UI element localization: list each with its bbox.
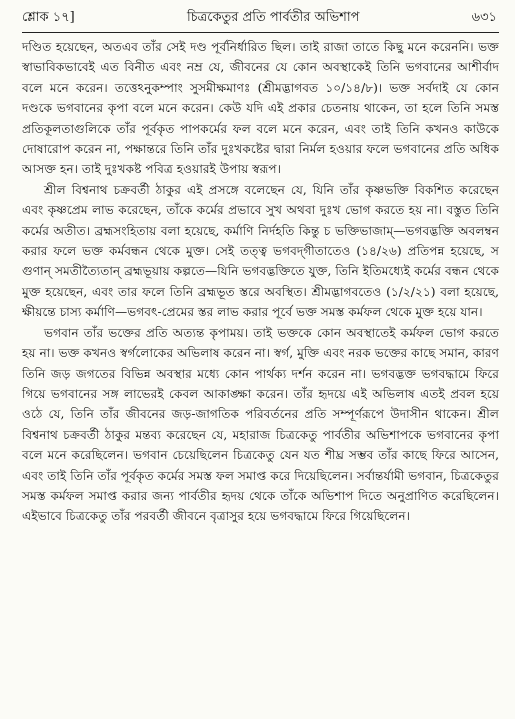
paragraph: দণ্ডিত হয়েছেন, অতএব তাঁর সেই দণ্ড পূর্বনির্ধারিত ছিল। তাই রাজা তাতে কিছু মনে করেননি। ভক্ত স্বাভাবিকভাবেই এত বিনীত এবং নম্র যে, জীবনের যে কোন অবস্থাকেই তিনি ভগবানের আশীর্বাদ বলে মনে করেন। তত্তেঽনুকম্পাং সুসমীক্ষমাণঃ (শ্রীমদ্ভাগবত ১০/১৪/৮)। ভক্ত সর্বদাই যে কোন দণ্ডকে ভগবানের কৃপা বলে মনে করেন। কেউ যদি এই প্রকার চেতনায় থাকেন, তা হলে তিনি সমস্ত প্রতিকূলতাগুলিকে তাঁর পূর্বকৃত পাপকর্মের ফল বলে মনে করেন, এবং তাই তিনি কখনও কাউকে দোষারোপ করেন না, পক্ষান্তরে তিনি তাঁর দুঃখকষ্টের দ্বারা নির্মল হওয়ার ফলে ভগবানের প্রতি অধিক আসক্ত হন। তাই দুঃখকষ্ট পবিত্র হওয়ারই উপায় স্বরূপ। (22, 40, 499, 177)
body-text (22, 37, 499, 527)
paragraph: শ্রীল বিশ্বনাথ চক্রবর্তী ঠাকুর এই প্রসঙ্গে বলেছেন যে, যিনি তাঁর কৃষ্ণভক্তি বিকশিত করেছেন এবং কৃষ্ণপ্রেম লাভ করেছেন, তাঁকে কর্মের প্রভাবে সুখ অথবা দুঃখ ভোগ করতে হয় না। বস্তুত তিনি কর্মের অতীত। ব্রহ্মসংহিতায় বলা হয়েছে, কর্মাণি নির্দহতি কিন্তু চ ভক্তিভাজাম্—ভগবদ্ভক্তি অবলম্বন করার ফলে ভক্ত কর্মবন্ধন থেকে মুক্ত। সেই তত্ত্ব ভগবদ্‌গীতাতেও (১৪/২৬) প্রতিপন্ন হয়েছে, স গুণান্ সমতীত্যৈতান্ ব্রহ্মভূয়ায় কল্পতে—যিনি ভগবদ্ভক্তিতে যুক্ত, তিনি ইতিমধ্যেই কর্মের বন্ধন থেকে মুক্ত হয়েছেন, এবং তার ফলে তিনি ব্রহ্মভূত স্তরে অবস্থিত। শ্রীমদ্ভাগবতেও (১/২/২১) বলা হয়েছে, ক্ষীয়ন্তে চাস্য কর্মাণি—ভগবৎ-প্রেমের স্তর লাভ করার পূর্বে ভক্ত সমস্ত কর্মফল থেকে মুক্ত হয়ে যান। (22, 182, 499, 320)
page-number: ৬৩১ (471, 10, 497, 25)
verse-number: শ্লোক ১৭] (22, 10, 75, 25)
page-header (22, 8, 499, 32)
header-rule (22, 32, 499, 33)
chapter-title: চিত্রকেতুর প্রতি পার্বতীর অভিশাপ (186, 10, 360, 25)
paragraph: ভগবান তাঁর ভক্তের প্রতি অত্যন্ত কৃপাময়। তাই ভক্তকে কোন অবস্থাতেই কর্মফল ভোগ করতে হয় না। ভক্ত কখনও স্বর্গলোকের অভিলাষ করেন না। স্বর্গ, মুক্তি এবং নরক ভক্তের কাছে সমান, কারণ তিনি জড় জগতের বিভিন্ন অবস্থার মধ্যে কোন পার্থক্য দর্শন করেন না। ভগবদ্ভক্ত ভগবদ্ধামে ফিরে গিয়ে ভগবানের সঙ্গ লাভেরই কেবল আকাঙ্ক্ষা করেন। তাঁর হৃদয়ে এই অভিলাষ এতই প্রবল হয়ে ওঠে যে, তিনি তাঁর জীবনের জড়-জাগতিক পরিবর্তনের প্রতি সম্পূর্ণরূপে উদাসীন থাকেন। শ্রীল বিশ্বনাথ চক্রবর্তী ঠাকুর মন্তব্য করেছেন যে, মহারাজ চিত্রকেতু পার্বতীর অভিশাপকে ভগবানের কৃপা বলে মনে করেছিলেন। ভগবান চেয়েছিলেন চিত্রকেতু যেন যত শীঘ্র সম্ভব তাঁর কাছে ফিরে আসেন, এবং তাই তিনি তাঁর পূর্বকৃত কর্মের সমস্ত ফল সমাপ্ত করে দিয়েছিলেন। সর্বান্তর্যামী ভগবান, চিত্রকেতুর সমস্ত কর্মফল সমাপ্ত করার জন্য পার্বতীর হৃদয় থেকে তাঁকে অভিশাপ দিতে অনুপ্রাণিত করেছিলেন। এইভাবে চিত্রকেতু তাঁর পরবর্তী জীবনে বৃত্রাসুর হয়ে ভগবদ্ধামে ফিরে গিয়েছিলেন। (22, 325, 499, 524)
